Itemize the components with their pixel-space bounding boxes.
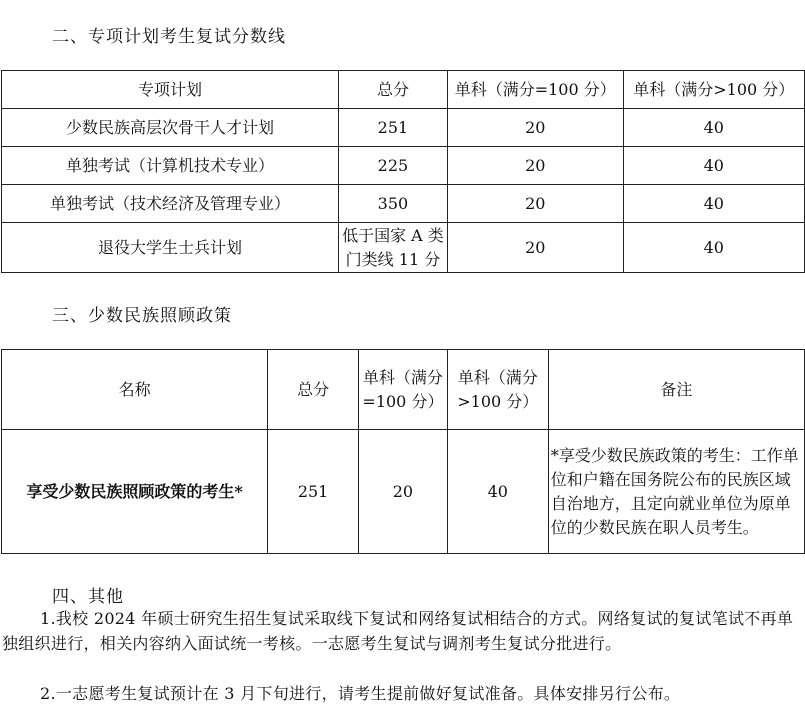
header-cell: 专项计划 [2, 71, 339, 109]
table-cell: 20 [359, 430, 448, 554]
table-cell: 40 [623, 147, 804, 185]
table-cell: 251 [268, 430, 359, 554]
header-cell: 名称 [2, 350, 268, 430]
header-cell: 备注 [548, 350, 804, 430]
table-cell: 40 [447, 430, 548, 554]
minority-policy-table [1, 349, 805, 554]
paragraph-2: 2.一志愿考生复试预计在 3 月下旬进行，请考生提前做好复试准备。具体安排另行公布。 [40, 684, 681, 703]
table-cell: 20 [447, 147, 623, 185]
remark-cell: *享受少数民族政策的考生：工作单位和户籍在国务院公布的民族区域自治地方，且定向就业单位为原单位的少数民族在职人员考生。 [548, 430, 804, 554]
header-cell: 单科（满分>100 分） [447, 350, 548, 430]
table-row [2, 147, 805, 185]
table-cell: 享受少数民族照顾政策的考生* [2, 430, 268, 554]
table-row [2, 430, 805, 554]
table-cell: 40 [623, 109, 804, 147]
header-cell: 单科（满分=100 分） [447, 71, 623, 109]
table-cell: 少数民族高层次骨干人才计划 [2, 109, 339, 147]
table-cell: 20 [447, 109, 623, 147]
table-cell: 20 [447, 185, 623, 223]
table-cell: 单独考试（计算机技术专业） [2, 147, 339, 185]
table-cell: 40 [623, 223, 804, 273]
section3-heading: 三、少数民族照顾政策 [52, 306, 232, 326]
table-row [2, 109, 805, 147]
header-cell: 单科（满分>100 分） [623, 71, 804, 109]
table-cell: 350 [338, 185, 447, 223]
table-header-row [2, 71, 805, 109]
table-header-row [2, 350, 805, 430]
table-cell: 40 [623, 185, 804, 223]
header-cell: 总分 [338, 71, 447, 109]
section4-heading: 四、其他 [52, 587, 124, 607]
header-cell: 总分 [268, 350, 359, 430]
table-row [2, 185, 805, 223]
table-row [2, 223, 805, 273]
table-cell: 低于国家 A 类门类线 11 分 [338, 223, 447, 273]
section2-heading: 二、专项计划考生复试分数线 [52, 27, 286, 47]
paragraph-1: 1.我校 2024 年硕士研究生招生复试采取线下复试和网络复试相结合的方式。网络复试的复试笔试不再单独组织进行，相关内容纳入面试统一考核。一志愿考生复试与调剂考生复试分批进行。 [2, 609, 794, 653]
table-cell: 20 [447, 223, 623, 273]
table-cell: 单独考试（技术经济及管理专业） [2, 185, 339, 223]
table-cell: 225 [338, 147, 447, 185]
table-cell: 退役大学生士兵计划 [2, 223, 339, 273]
table-cell: 251 [338, 109, 447, 147]
header-cell: 单科（满分=100 分） [359, 350, 448, 430]
special-plan-table [1, 70, 805, 273]
